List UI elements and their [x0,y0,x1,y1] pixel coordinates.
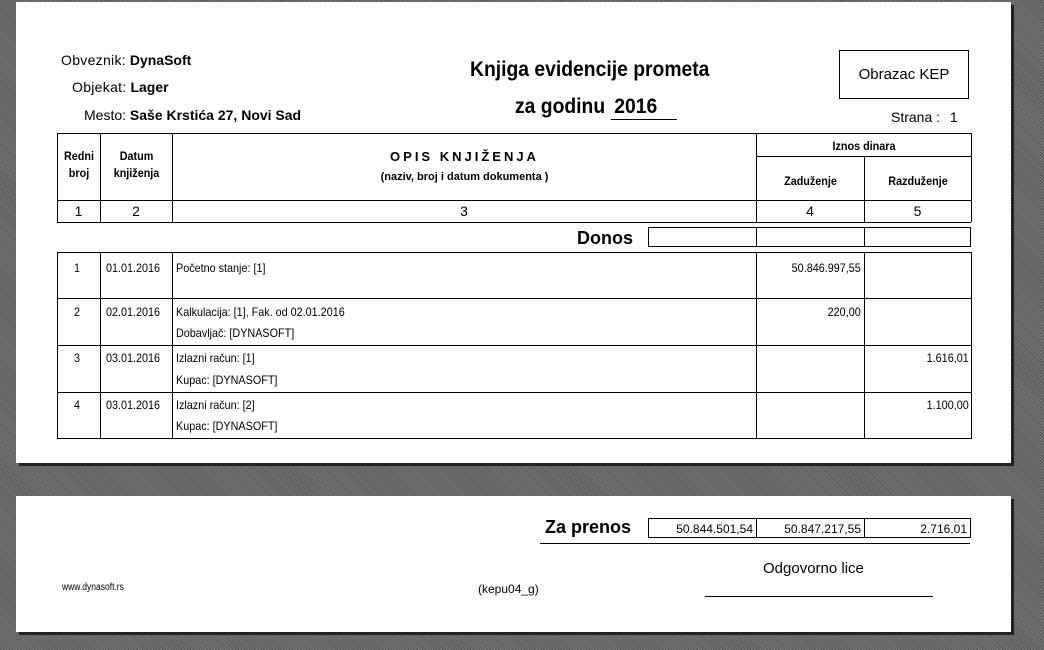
za-prenos-label: Za prenos [545,517,632,537]
form-code: Obrazac KEP [858,66,950,83]
page-number: 1 [949,109,958,125]
obveznik-value: DynaSoft [129,52,192,68]
col-header-iznos: Iznos dinara [832,139,896,153]
report-footer-page [16,496,1011,632]
signature-line [705,596,933,597]
row-description-2: Kupac: [DYNASOFT] [176,373,278,387]
row-description-2: Dobavljač: [DYNASOFT] [176,326,295,340]
row-zaduzenje: 220,00 [827,305,861,319]
row-number: 3 [74,351,81,365]
col-number-1: 1 [74,203,83,219]
col-header-opis-sub: (naziv, broj i datum dokumenta ) [380,171,549,183]
total-zaduzenje-prev [648,518,757,538]
col-number-3: 3 [460,203,468,219]
donos-label: Donos [577,228,633,248]
year-value: 2016 [611,95,677,120]
row-description: Izlazni račun: [2] [176,398,255,412]
objekat-label: Objekat: [72,79,127,95]
donos-values-box [648,227,971,247]
page-indicator [891,109,958,125]
row-description-2: Kupac: [DYNASOFT] [176,419,278,433]
total-razduzenje [864,518,971,538]
col-number-5: 5 [913,203,922,219]
mesto-line [84,107,301,123]
total-2: 50.847.217,55 [784,522,861,536]
page-label: Strana : [891,109,941,125]
row-date: 02.01.2016 [106,305,161,319]
report-year-line [515,95,677,120]
obveznik-label: Obveznik: [61,52,126,68]
row-date: 03.01.2016 [106,351,161,365]
responsible-label: Odgovorno lice [763,560,864,577]
row-date: 01.01.2016 [106,261,161,275]
row-description: Početno stanje: [1] [176,261,266,275]
row-description: Izlazni račun: [1] [176,351,255,365]
row-zaduzenje: 50.846.997,55 [791,261,861,275]
col-number-2: 2 [132,203,140,219]
report-title: Knjiga evidencije prometa [470,58,710,81]
website-text: www.dynasoft.rs [62,582,124,593]
col-header-datum: Datum knjiženja [113,149,160,180]
objekat-line [72,79,169,95]
col-number-4: 4 [806,203,814,219]
row-number: 4 [74,398,81,412]
total-zaduzenje [756,518,865,538]
col-header-redni: Redni broj [63,149,95,180]
mesto-label: Mesto: [84,107,127,123]
total-1: 50.844.501,54 [676,522,753,536]
report-page [16,2,1011,463]
mesto-value: Saše Krstića 27, Novi Sad [129,107,302,123]
col-header-razduzenje: Razduženje [888,174,948,188]
row-razduzenje: 1.616,01 [926,351,969,365]
row-description: Kalkulacija: [1], Fak. od 02.01.2016 [176,305,345,319]
col-header-zaduzenje: Zaduženje [784,174,837,188]
row-number: 2 [74,305,81,319]
row-date: 03.01.2016 [106,398,161,412]
row-number: 1 [74,261,81,275]
objekat-value: Lager [130,79,169,95]
col-header-opis: OPIS KNJIŽENJA [390,149,539,164]
report-code: (kepu04_g) [478,582,539,596]
total-3: 2.716,01 [920,522,967,536]
year-prefix: za godinu [515,95,606,118]
row-razduzenje: 1.100,00 [926,398,969,412]
form-code-box [839,50,969,99]
obveznik-line [61,52,191,68]
